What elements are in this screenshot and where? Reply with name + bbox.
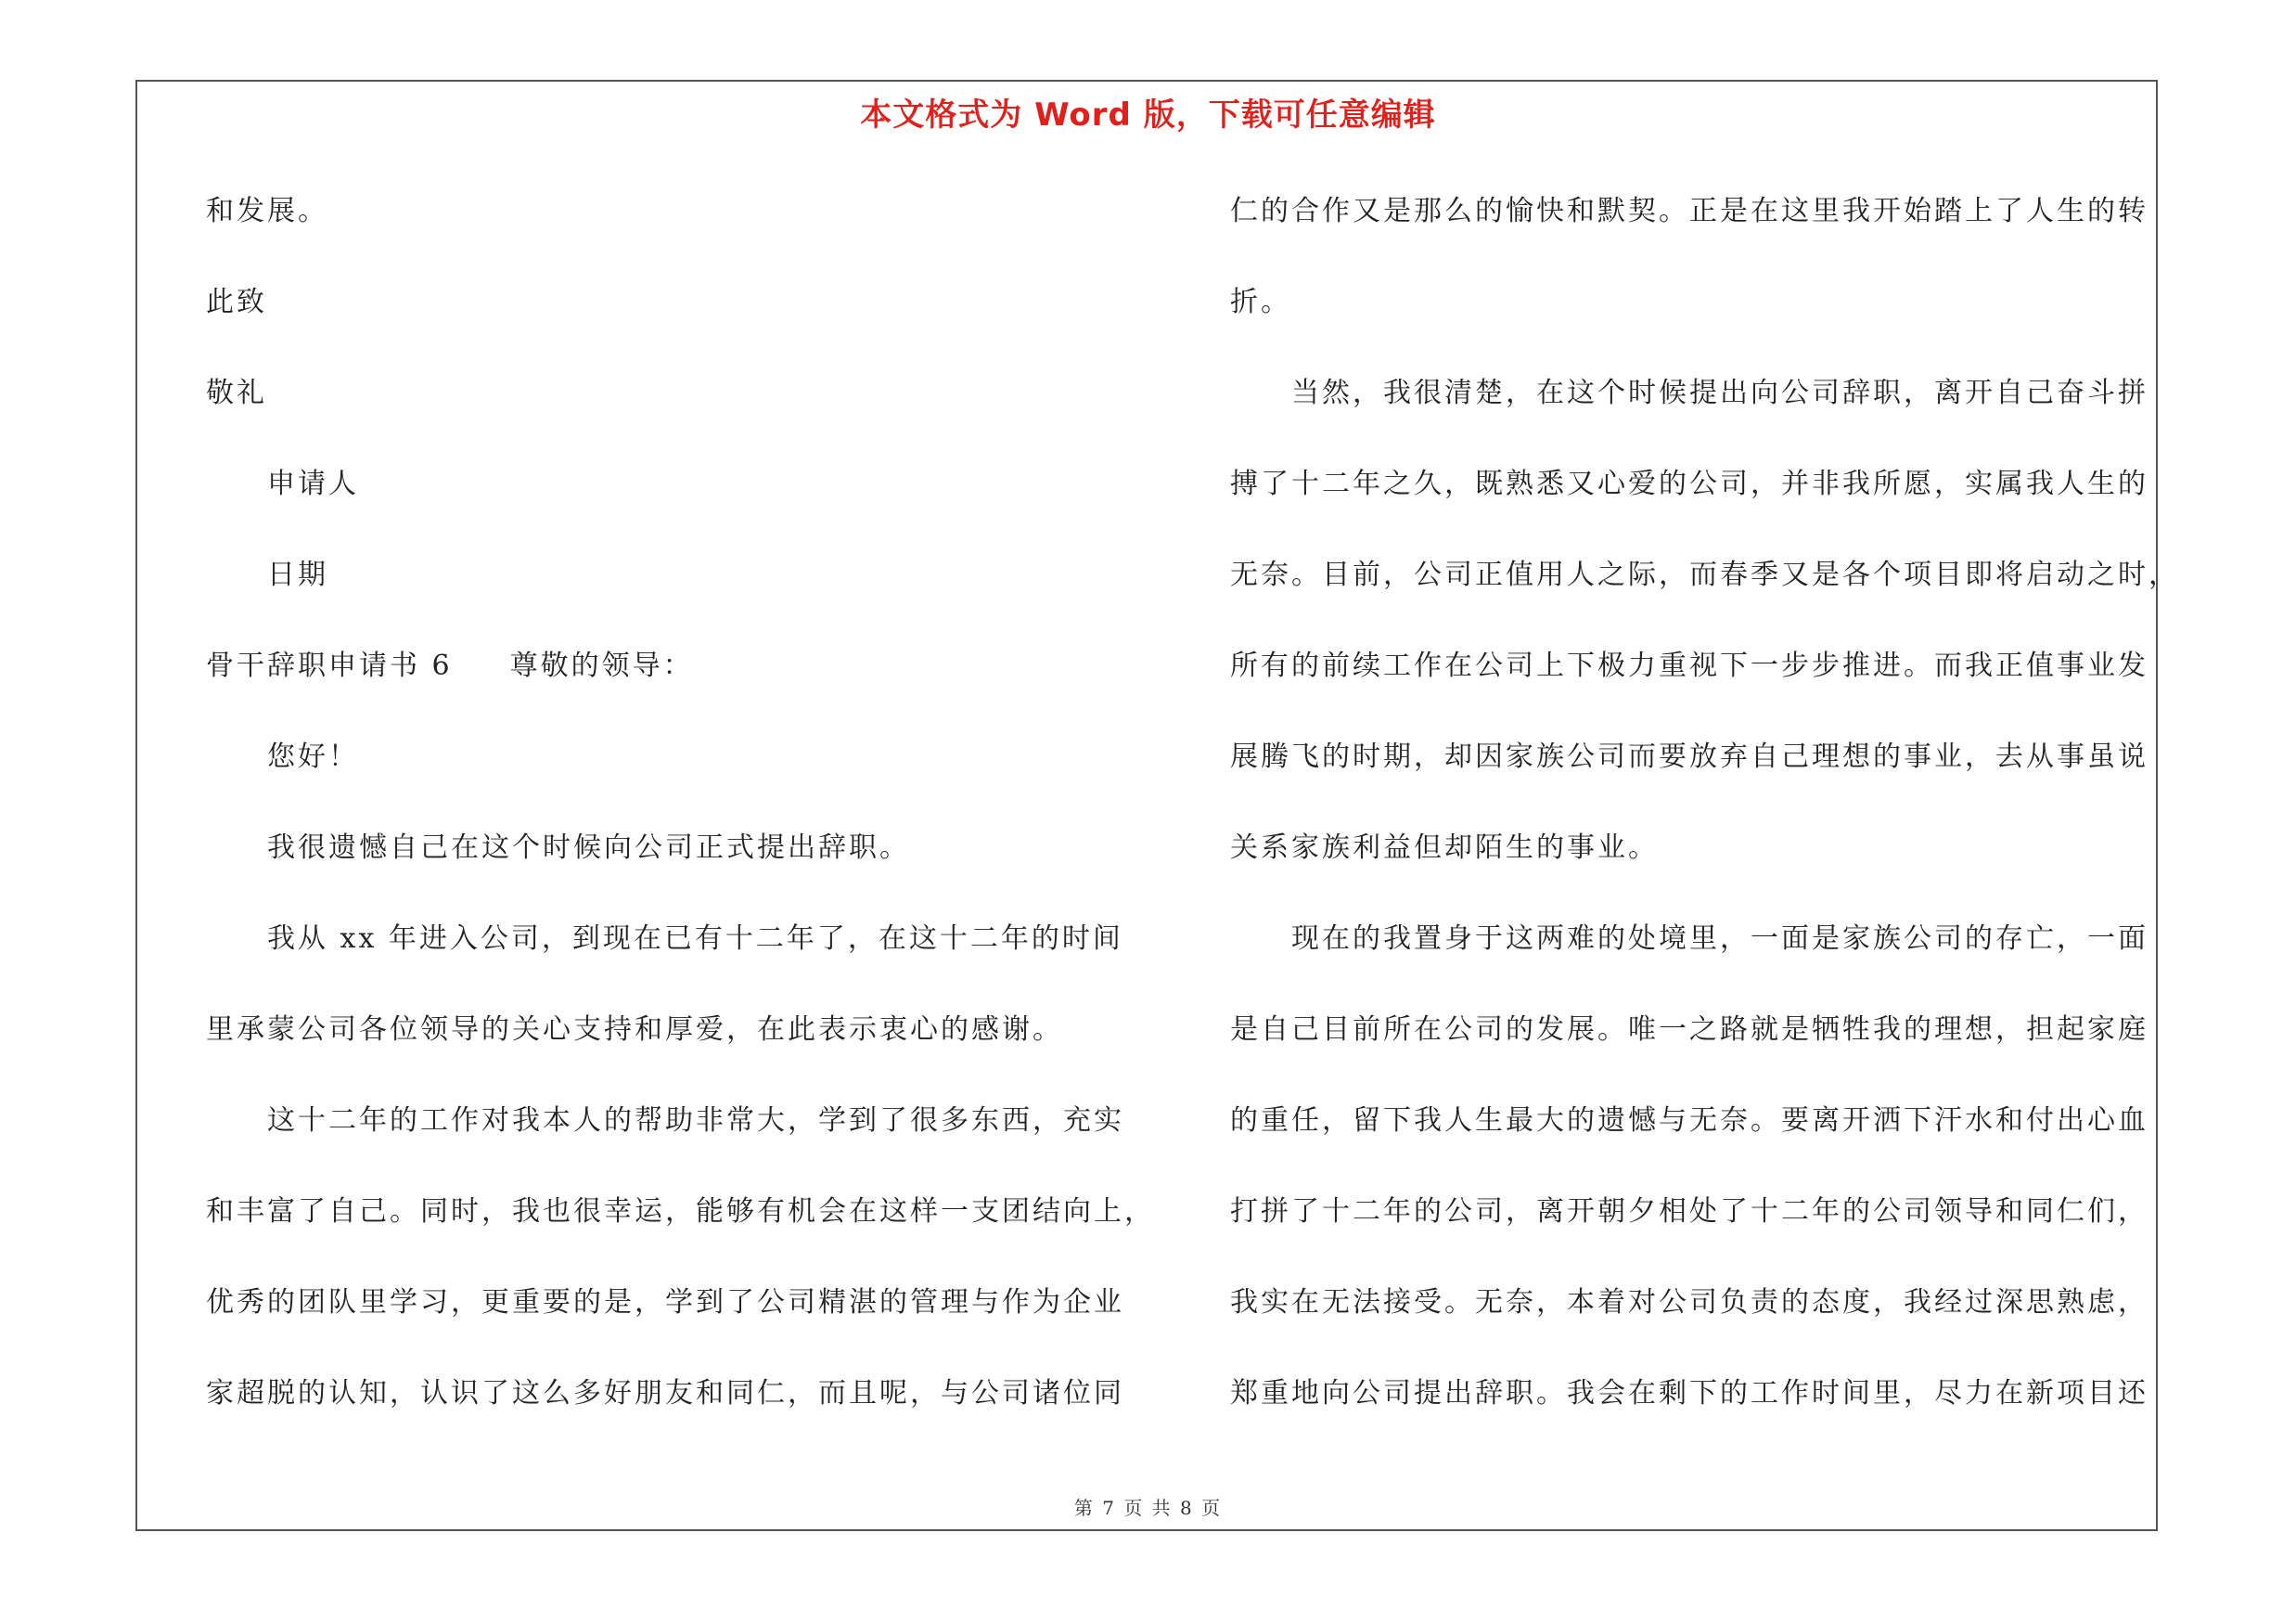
- paragraph-line: 关系家族利益但却陌生的事业。: [1230, 831, 1659, 864]
- text-line: 敬礼: [206, 377, 267, 409]
- section-title: 骨干辞职申请书 6: [206, 650, 453, 682]
- greeting-line: 您好！: [267, 741, 359, 773]
- date-label: 日期: [267, 559, 328, 591]
- paragraph-line: 我从 xx 年进入公司，到现在已有十二年了，在这十二年的时间: [267, 922, 1123, 955]
- header-banner: 本文格式为 Word 版，下载可任意编辑: [860, 97, 1436, 134]
- paragraph-line: 展腾飞的时期，却因家族公司而要放弃自己理想的事业，去从事虽说: [1230, 741, 2148, 773]
- paragraph-line: 当然，我很清楚，在这个时候提出向公司辞职，离开自己奋斗拼: [1291, 377, 2148, 409]
- paragraph-line: 所有的前续工作在公司上下极力重视下一步步推进。而我正值事业发: [1230, 650, 2148, 682]
- paragraph-line: 是自己目前所在公司的发展。唯一之路就是牺牲我的理想，担起家庭: [1230, 1013, 2148, 1046]
- paragraph-line: 郑重地向公司提出辞职。我会在剩下的工作时间里，尽力在新项目还: [1230, 1377, 2148, 1410]
- paragraph-line: 我很遗憾自己在这个时候向公司正式提出辞职。: [267, 831, 910, 864]
- paragraph-line: 我实在无法接受。无奈，本着对公司负责的态度，我经过深思熟虑，: [1230, 1286, 2148, 1319]
- paragraph-line: 家超脱的认知，认识了这么多好朋友和同仁，而且呢，与公司诸位同: [206, 1377, 1124, 1410]
- paragraph-line: 搏了十二年之久，既熟悉又心爱的公司，并非我所愿，实属我人生的: [1230, 468, 2148, 500]
- paragraph-line: 无奈。目前，公司正值用人之际，而春季又是各个项目即将启动之时，: [1230, 559, 2179, 591]
- paragraph-line: 仁的合作又是那么的愉快和默契。正是在这里我开始踏上了人生的转: [1230, 195, 2148, 227]
- paragraph-line: 折。: [1230, 286, 1291, 318]
- paragraph-line: 里承蒙公司各位领导的关心支持和厚爱，在此表示衷心的感谢。: [206, 1013, 1063, 1046]
- paragraph-line: 现在的我置身于这两难的处境里，一面是家族公司的存亡，一面: [1291, 922, 2148, 955]
- text-line: 此致: [206, 286, 267, 318]
- right-column: [1230, 184, 2179, 1457]
- text-line: 和发展。: [206, 195, 328, 227]
- applicant-label: 申请人: [267, 468, 359, 500]
- paragraph-line: 打拼了十二年的公司，离开朝夕相处了十二年的公司领导和同仁们，: [1230, 1195, 2148, 1228]
- paragraph-line: 的重任，留下我人生最大的遗憾与无奈。要离开洒下汗水和付出心血: [1230, 1104, 2148, 1137]
- section-title-line: [206, 638, 1124, 729]
- paragraph-line: 和丰富了自己。同时，我也很幸运，能够有机会在这样一支团结向上，: [206, 1195, 1155, 1228]
- salutation: 尊敬的领导：: [509, 650, 694, 682]
- left-column: [206, 184, 1155, 1457]
- page-number-footer: 第 7 页 共 8 页: [1073, 1497, 1223, 1519]
- paragraph-line: 这十二年的工作对我本人的帮助非常大，学到了很多东西，充实: [267, 1104, 1124, 1137]
- paragraph-line: 优秀的团队里学习，更重要的是，学到了公司精湛的管理与作为企业: [206, 1286, 1124, 1319]
